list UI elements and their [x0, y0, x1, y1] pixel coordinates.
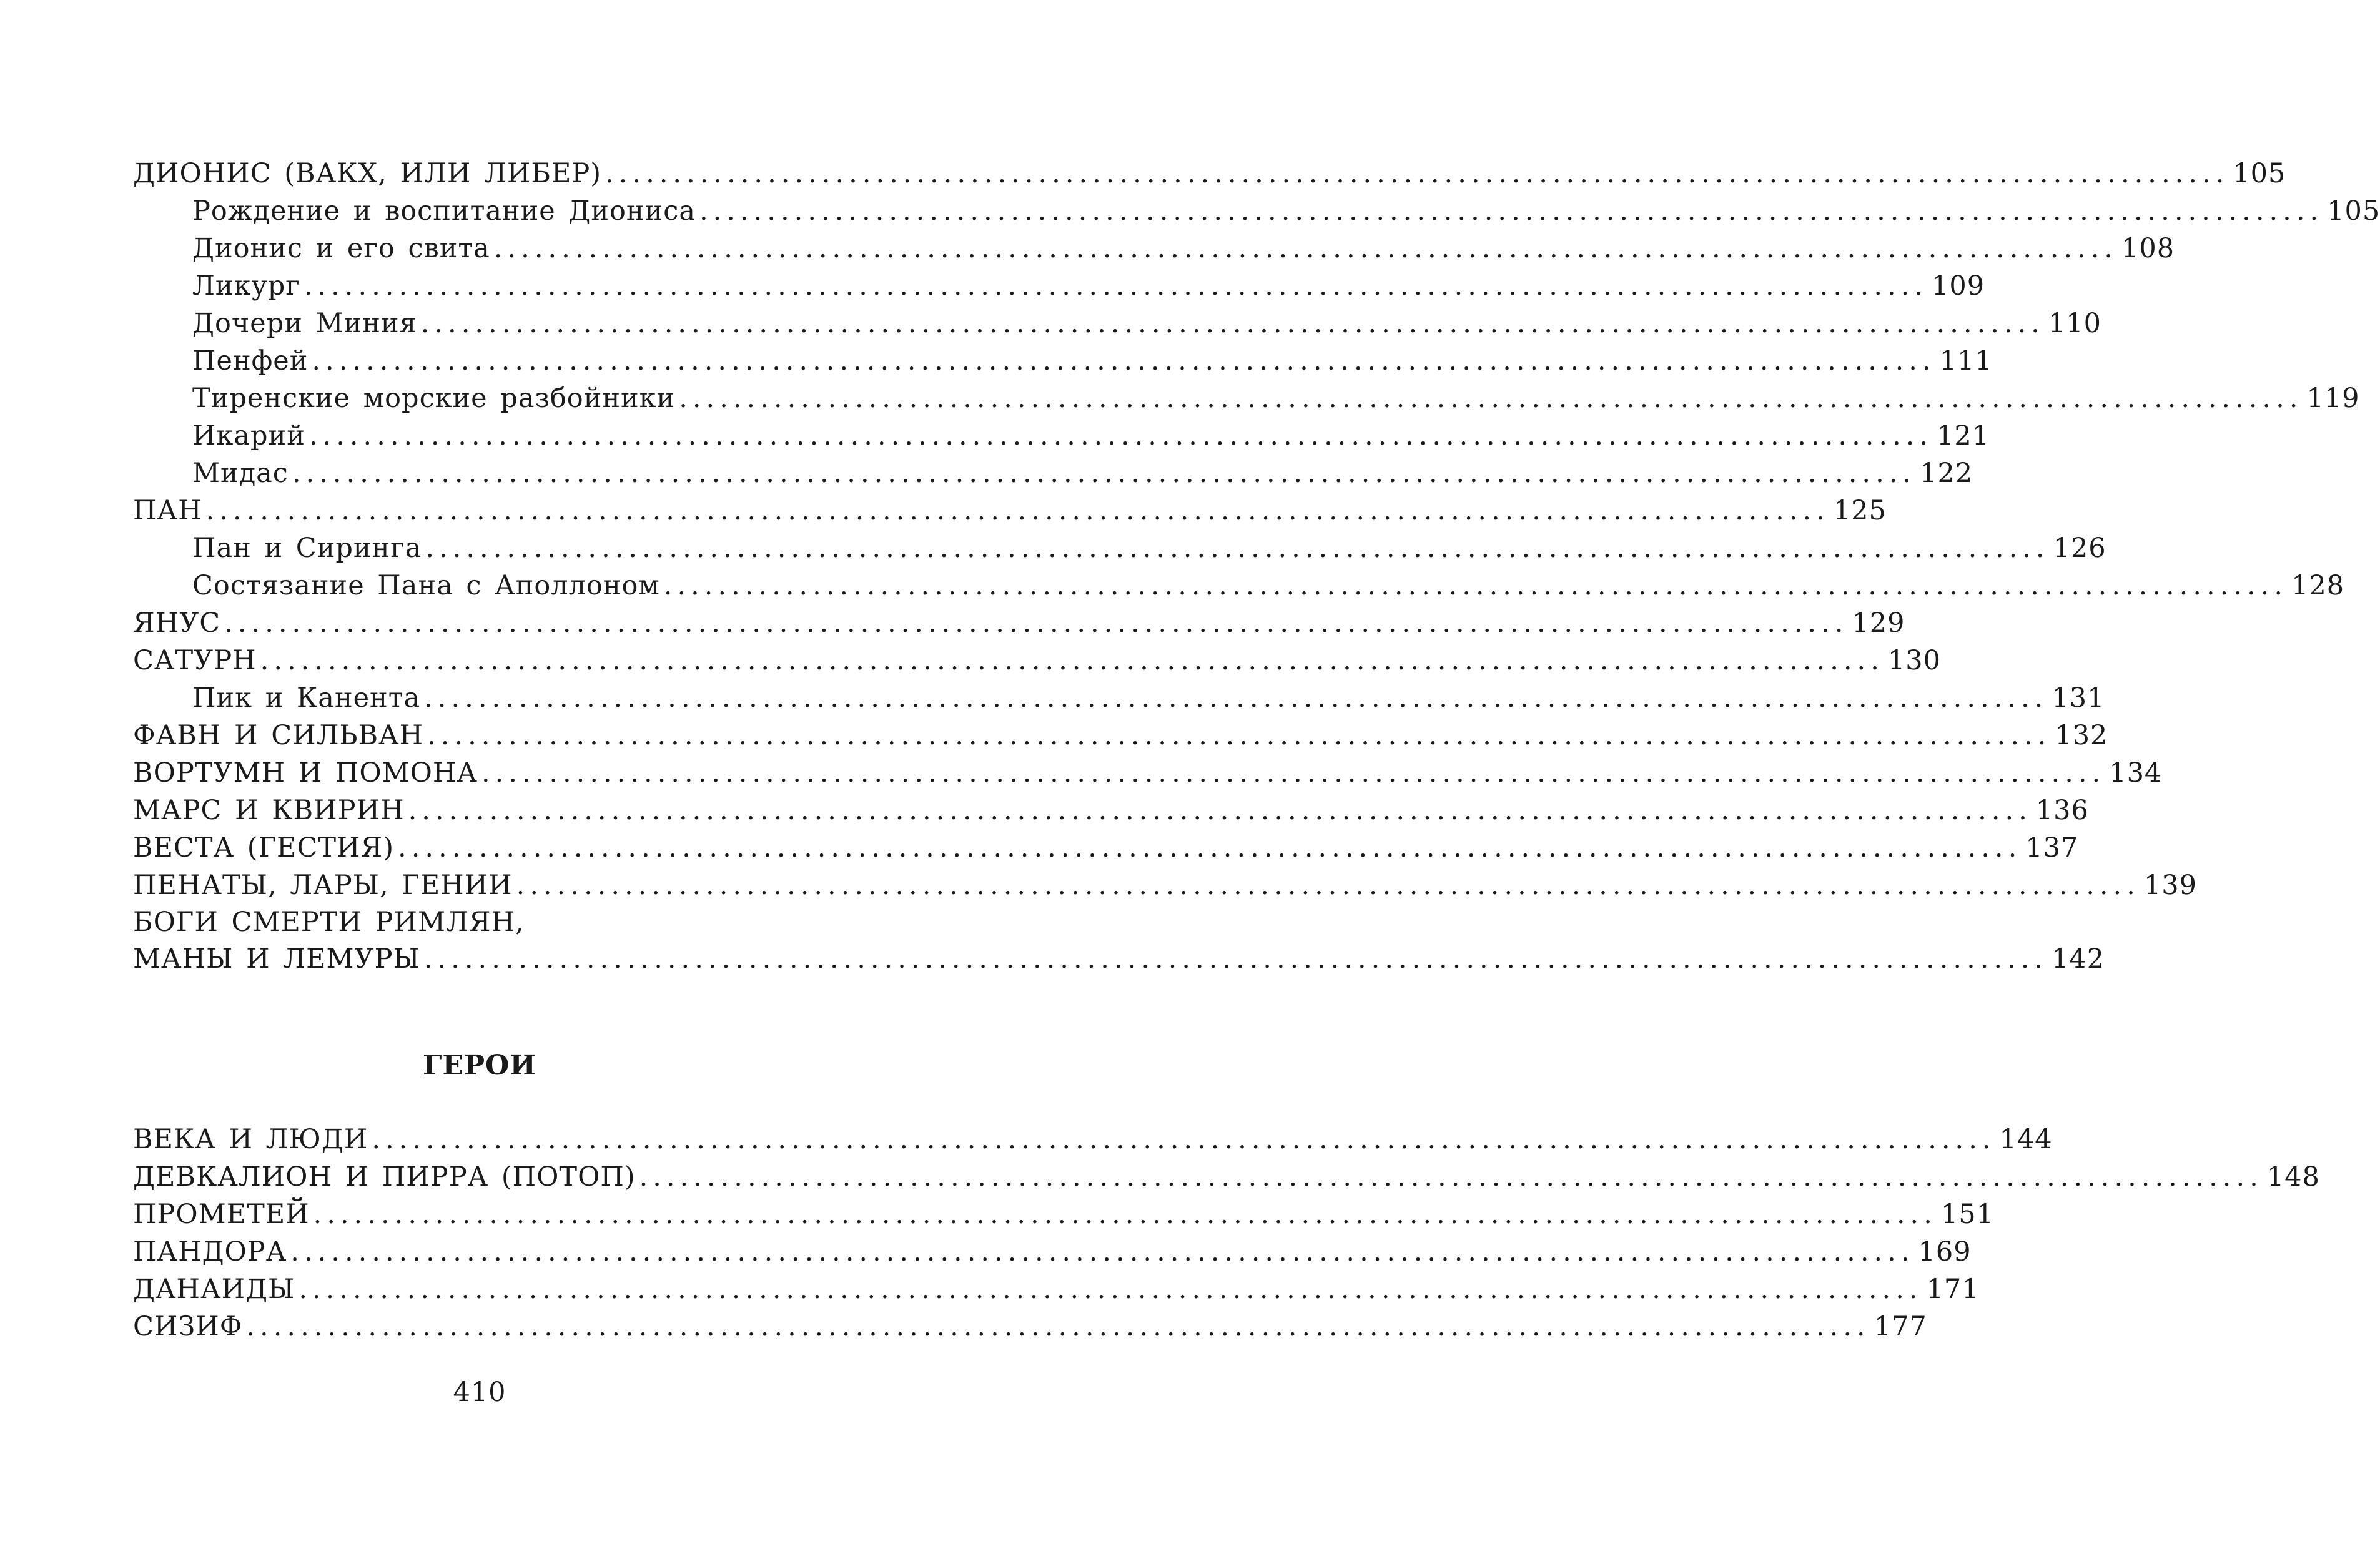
- dot-leader: ........................................................................................................................: [516, 870, 2140, 901]
- dot-leader: ........................................................................................................................: [292, 458, 1917, 489]
- dot-leader: ........................................................................................................................: [260, 645, 1884, 676]
- dot-leader: ........................................................................................................................: [224, 607, 1849, 639]
- toc-entry-page: 130: [1887, 645, 1941, 676]
- toc-subentry: [133, 455, 1973, 492]
- toc-entry-page: 125: [1833, 495, 1887, 526]
- toc-entry: [133, 1233, 1972, 1271]
- dot-leader: ........................................................................................................................: [679, 383, 2303, 414]
- dot-leader: ........................................................................................................................: [493, 233, 2118, 264]
- dot-leader: ........................................................................................................................: [246, 1311, 1870, 1342]
- dot-leader: ........................................................................................................................: [639, 1161, 2263, 1192]
- dot-leader: ........................................................................................................................: [699, 195, 2324, 227]
- toc-entry-title: ЯНУС: [133, 607, 221, 639]
- toc-entry: [133, 604, 1905, 642]
- dot-leader: ........................................................................................................................: [290, 1236, 1915, 1267]
- toc-subentry: [133, 305, 2102, 342]
- table-of-contents-top: [133, 155, 2380, 978]
- toc-entry-title: Пик и Канента: [192, 682, 421, 714]
- toc-entry-page: 121: [1937, 420, 1990, 451]
- toc-entry-page: 129: [1852, 607, 1905, 639]
- dot-leader: ........................................................................................................................: [425, 533, 2050, 564]
- toc-entry-title: ПРОМЕТЕЙ: [133, 1199, 310, 1230]
- toc-entry-title: Ликург: [192, 270, 300, 302]
- page-number: 410: [453, 1377, 506, 1408]
- toc-entry-title: СИЗИФ: [133, 1311, 243, 1342]
- toc-entry-page: 128: [2291, 570, 2345, 601]
- dot-leader: ........................................................................................................................: [427, 720, 2052, 751]
- toc-entry-page: 105: [2327, 195, 2380, 227]
- toc-entry: [133, 792, 2089, 829]
- dot-leader: ........................................................................................................................: [205, 495, 1830, 526]
- toc-entry-page: 108: [2121, 233, 2175, 264]
- toc-entry-title: ВЕСТА (ГЕСТИЯ): [133, 832, 395, 863]
- toc-entry-page: 134: [2109, 757, 2163, 789]
- toc-entry: [133, 829, 2079, 867]
- toc-subentry: [133, 380, 2360, 417]
- toc-entry-page: 105: [2233, 158, 2286, 189]
- toc-entry: [133, 492, 1887, 529]
- toc-subentry: [133, 567, 2345, 604]
- toc-entry-page: 136: [2035, 795, 2089, 826]
- toc-entry-title: Рождение и воспитание Диониса: [192, 195, 696, 227]
- toc-subentry: [133, 230, 2175, 267]
- toc-entry-title: ДЕВКАЛИОН И ПИРРА (ПОТОП): [133, 1161, 636, 1192]
- toc-entry-title: Дочери Миния: [192, 308, 417, 339]
- toc-entry-title: САТУРН: [133, 645, 257, 676]
- toc-entry-title-continued: МАНЫ И ЛЕМУРЫ: [133, 943, 420, 975]
- toc-entry-title: ВЕКА И ЛЮДИ: [133, 1124, 368, 1155]
- toc-entry-title: ДИОНИС (ВАКХ, ИЛИ ЛИБЕР): [133, 158, 602, 189]
- dot-leader: ........................................................................................................................: [605, 158, 2229, 189]
- toc-entry-title: БОГИ СМЕРТИ РИМЛЯН,: [133, 907, 525, 938]
- toc-entry: [133, 1308, 1927, 1345]
- dot-leader: ........................................................................................................................: [304, 270, 1928, 302]
- toc-entry-first-line: [133, 904, 865, 940]
- toc-entry-title: ВОРТУМН И ПОМОНА: [133, 757, 478, 789]
- toc-entry-page: 126: [2053, 533, 2106, 564]
- toc-entry-page: 119: [2306, 383, 2360, 414]
- toc-entry-page: 111: [1939, 345, 1993, 376]
- toc-entry: [133, 1121, 2053, 1158]
- table-of-contents-bottom: [133, 1121, 2320, 1345]
- dot-leader: ........................................................................................................................: [481, 757, 2106, 789]
- toc-entry: [133, 867, 2197, 904]
- section-heading: ГЕРОИ: [423, 1050, 536, 1081]
- toc-entry-title: ПАН: [133, 495, 202, 526]
- toc-entry-title: Мидас: [192, 458, 289, 489]
- toc-entry-continuation: [133, 940, 2105, 978]
- toc-entry-page: 169: [1918, 1236, 1972, 1267]
- toc-entry-page: 122: [1920, 458, 1973, 489]
- dot-leader: ........................................................................................................................: [299, 1274, 1923, 1305]
- toc-entry: [133, 754, 2163, 792]
- dot-leader: ........................................................................................................................: [398, 832, 2022, 863]
- toc-entry-title: ДАНАИДЫ: [133, 1274, 295, 1305]
- toc-entry: [133, 642, 1941, 679]
- dot-leader: ........................................................................................................................: [309, 420, 1933, 451]
- toc-subentry: [133, 529, 2106, 567]
- toc-entry-page: 151: [1940, 1199, 1994, 1230]
- toc-entry-page: 144: [1999, 1124, 2053, 1155]
- toc-entry-title: Пенфей: [192, 345, 309, 376]
- toc-entry-title: Пан и Сиринга: [192, 533, 422, 564]
- toc-entry: [133, 1196, 1994, 1233]
- toc-entry: [133, 155, 2286, 192]
- toc-entry-page: 131: [2052, 682, 2105, 714]
- dot-leader: ........................................................................................................................: [408, 795, 2032, 826]
- dot-leader: ........................................................................................................................: [663, 570, 2288, 601]
- dot-leader: ........................................................................................................................: [313, 1199, 1937, 1230]
- toc-subentry: [133, 342, 1993, 380]
- toc-subentry: [133, 417, 1990, 455]
- toc-entry-title: Икарий: [192, 420, 305, 451]
- toc-subentry: [133, 192, 2380, 230]
- dot-leader: ........................................................................................................................: [372, 1124, 1996, 1155]
- toc-subentry: [133, 267, 1985, 305]
- dot-leader: ........................................................................................................................: [423, 943, 2048, 975]
- toc-entry-page: 132: [2055, 720, 2108, 751]
- toc-subentry: [133, 679, 2105, 717]
- toc-entry-title: ПЕНАТЫ, ЛАРЫ, ГЕНИИ: [133, 870, 513, 901]
- toc-entry-title: ПАНДОРА: [133, 1236, 287, 1267]
- toc-entry-title: ФАВН И СИЛЬВАН: [133, 720, 424, 751]
- toc-entry-page: 110: [2048, 308, 2102, 339]
- toc-entry: [133, 1158, 2320, 1196]
- toc-entry-title: МАРС И КВИРИН: [133, 795, 405, 826]
- toc-entry-title: Тиренские морские разбойники: [192, 383, 676, 414]
- dot-leader: ........................................................................................................................: [424, 682, 2048, 714]
- toc-entry-title: Дионис и его свита: [192, 233, 490, 264]
- toc-entry: [133, 717, 2108, 754]
- toc-entry-page: 142: [2052, 943, 2105, 975]
- toc-entry: [133, 1271, 1980, 1308]
- toc-entry-page: 139: [2143, 870, 2197, 901]
- dot-leader: ........................................................................................................................: [420, 308, 2045, 339]
- toc-entry-page: 171: [1926, 1274, 1980, 1305]
- toc-entry-title: Состязание Пана с Аполлоном: [192, 570, 660, 601]
- toc-entry-page: 109: [1932, 270, 1985, 302]
- toc-entry-page: 137: [2025, 832, 2079, 863]
- toc-entry-page: 177: [1874, 1311, 1927, 1342]
- dot-leader: ........................................................................................................................: [312, 345, 1936, 376]
- toc-entry-page: 148: [2266, 1161, 2320, 1192]
